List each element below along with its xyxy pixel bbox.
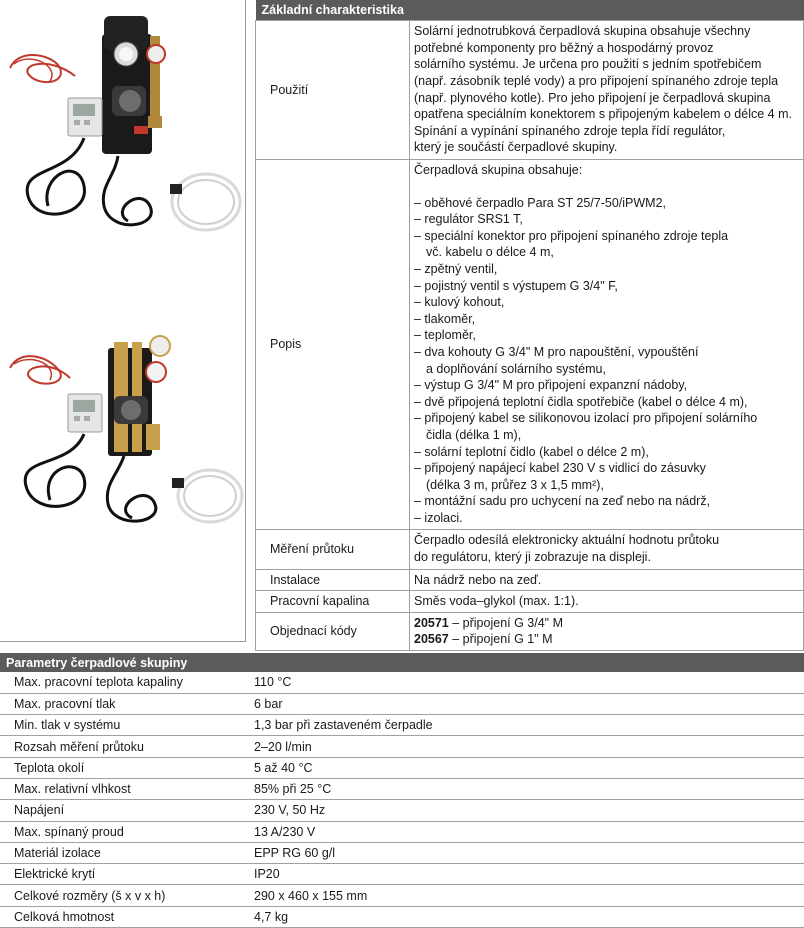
- order-code-text: – připojení G 3/4" M: [448, 615, 563, 630]
- param-label: Elektrické krytí: [0, 864, 254, 885]
- text-line: Spínání a vypínání spínaného zdroje tepla řídí regulátor,: [414, 123, 726, 138]
- instalace-label: Instalace: [256, 569, 410, 591]
- param-label: Max. relativní vlhkost: [0, 778, 254, 799]
- list-item: – speciální konektor pro připojení spínaného zdroje tepla: [414, 228, 729, 243]
- characteristics-table: [255, 0, 804, 651]
- order-code-line: [414, 631, 799, 648]
- parameters-table: [0, 653, 804, 928]
- table-row: [0, 842, 804, 863]
- param-label: Max. spínaný proud: [0, 821, 254, 842]
- param-label: Celková hmotnost: [0, 906, 254, 927]
- table-row: [0, 800, 804, 821]
- list-item: – tlakoměr,: [414, 311, 476, 326]
- param-value: 110 °C: [254, 672, 804, 693]
- kody-value: [410, 612, 804, 650]
- popis-label: Popis: [256, 159, 410, 529]
- pouziti-value: [410, 20, 804, 159]
- list-item: – připojený kabel se silikonovou izolací pro připojení solárního: [414, 411, 758, 426]
- table-row: [256, 20, 804, 159]
- param-value: IP20: [254, 864, 804, 885]
- table-row: [0, 736, 804, 757]
- list-item: vč. kabelu o délce 4 m,: [426, 245, 554, 260]
- order-code-line: [414, 615, 799, 632]
- table-row: [256, 159, 804, 529]
- table-row: [256, 529, 804, 569]
- param-label: Teplota okolí: [0, 757, 254, 778]
- list-item: a doplňování solárního systému,: [426, 361, 606, 376]
- table-row: [0, 757, 804, 778]
- table-row: [0, 778, 804, 799]
- kapalina-value: Směs voda–glykol (max. 1:1).: [410, 591, 804, 613]
- list-item: (délka 3 m, průřez 3 x 1,5 mm²),: [426, 477, 604, 492]
- text-line: Čerpadlová skupina obsahuje:: [414, 162, 583, 177]
- instalace-value: Na nádrž nebo na zeď.: [410, 569, 804, 591]
- list-item: – dva kohouty G 3/4" M pro napouštění, vypouštění: [414, 345, 699, 360]
- param-value: 2–20 l/min: [254, 736, 804, 757]
- param-value: 4,7 kg: [254, 906, 804, 927]
- order-code: 20567: [414, 632, 449, 647]
- text-line: který je součástí čerpadlové skupiny.: [414, 140, 618, 155]
- pump-group-insulated-image: [0, 6, 246, 246]
- table-row: [0, 885, 804, 906]
- list-item: – solární teplotní čidlo (kabel o délce 2 m),: [414, 444, 649, 459]
- param-value: 1,3 bar při zastaveném čerpadle: [254, 715, 804, 736]
- list-item: – oběhové čerpadlo Para ST 25/7-50/iPWM2,: [414, 195, 666, 210]
- table-row: [256, 612, 804, 650]
- table-row: [0, 693, 804, 714]
- table-row: [256, 591, 804, 613]
- list-item: – teploměr,: [414, 328, 476, 343]
- param-value: 5 až 40 °C: [254, 757, 804, 778]
- param-value: 85% při 25 °C: [254, 778, 804, 799]
- mereni-label: Měření průtoku: [256, 529, 410, 569]
- text-line: Čerpadlo odesílá elektronicky aktuální hodnotu průtoku: [414, 533, 720, 548]
- parameters-header: Parametry čerpadlové skupiny: [0, 653, 804, 672]
- kody-label: Objednací kódy: [256, 612, 410, 650]
- list-item: – výstup G 3/4" M pro připojení expanzní nádoby,: [414, 378, 688, 393]
- order-code-text: – připojení G 1" M: [448, 632, 553, 647]
- list-item: – dvě připojená teplotní čidla spotřebiče (kabel o délce 4 m),: [414, 394, 748, 409]
- list-item: – kulový kohout,: [414, 295, 505, 310]
- text-line: potřebné komponenty pro běžný a hospodárný provoz: [414, 40, 714, 55]
- param-value: 6 bar: [254, 693, 804, 714]
- param-label: Min. tlak v systému: [0, 715, 254, 736]
- text-line: (např. plynového kotle). Pro jeho připojení je čerpadlová skupina: [414, 90, 771, 105]
- list-item: čidla (délka 1 m),: [426, 428, 522, 442]
- param-label: Rozsah měření průtoku: [0, 736, 254, 757]
- text-line: (např. zásobník teplé vody) a pro připojení spínaného zdroje tepla: [414, 73, 779, 88]
- order-code: 20571: [414, 615, 449, 630]
- text-line: opatřena speciálním konektorem s připojeným kabelem o délce 4 m.: [414, 107, 792, 122]
- table-row: [0, 672, 804, 693]
- param-label: Max. pracovní teplota kapaliny: [0, 672, 254, 693]
- list-item: – pojistný ventil s výstupem G 3/4" F,: [414, 278, 618, 293]
- param-label: Materiál izolace: [0, 842, 254, 863]
- list-item: – připojený napájecí kabel 230 V s vidlicí do zásuvky: [414, 461, 706, 476]
- pump-group-brass-image: [0, 328, 246, 540]
- table-row: [0, 821, 804, 842]
- param-label: Napájení: [0, 800, 254, 821]
- param-value: 230 V, 50 Hz: [254, 800, 804, 821]
- table-row: [256, 569, 804, 591]
- list-item: – izolaci.: [414, 510, 463, 525]
- list-item: – regulátor SRS1 T,: [414, 212, 523, 227]
- list-item: – montážní sadu pro uchycení na zeď nebo na nádrž,: [414, 494, 711, 509]
- popis-value: [410, 159, 804, 529]
- characteristics-header: Základní charakteristika: [256, 0, 804, 20]
- table-row: [0, 864, 804, 885]
- pouziti-label: Použití: [256, 20, 410, 159]
- table-row: [0, 715, 804, 736]
- kapalina-label: Pracovní kapalina: [256, 591, 410, 613]
- param-label: Max. pracovní tlak: [0, 693, 254, 714]
- param-label: Celkové rozměry (š x v x h): [0, 885, 254, 906]
- text-line: Solární jednotrubková čerpadlová skupina obsahuje všechny: [414, 24, 751, 39]
- product-images-column: [0, 0, 246, 642]
- text-line: do regulátoru, který ji zobrazuje na displeji.: [414, 550, 651, 565]
- param-value: EPP RG 60 g/l: [254, 842, 804, 863]
- spacer: [414, 178, 799, 195]
- text-line: solárního systému. Je určena pro použití s jedním spotřebičem: [414, 57, 762, 72]
- mereni-value: [410, 529, 804, 569]
- param-value: 13 A/230 V: [254, 821, 804, 842]
- list-item: – zpětný ventil,: [414, 262, 498, 277]
- table-row: [0, 906, 804, 927]
- param-value: 290 x 460 x 155 mm: [254, 885, 804, 906]
